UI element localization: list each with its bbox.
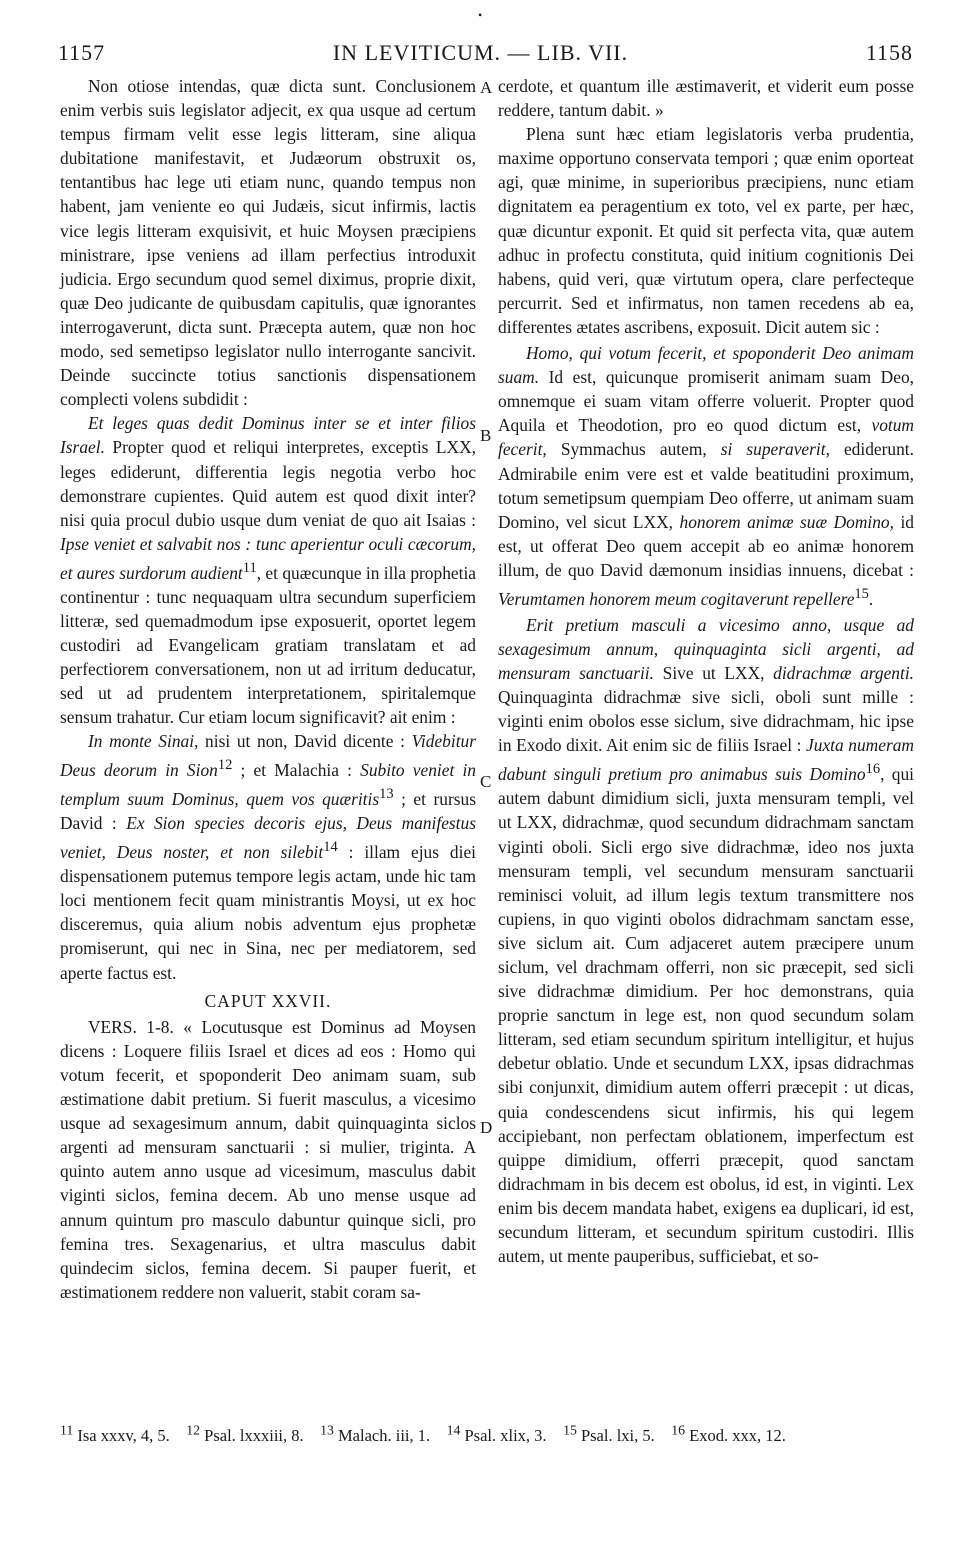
footnote-number: 12 [186, 1422, 201, 1437]
footnote-number: 16 [671, 1422, 685, 1437]
variant-reading: si superaverit, [720, 439, 830, 460]
footnote [671, 1422, 786, 1445]
commentary-text: , et quæcunque in illa prophetia continentur : tunc nequaquam ultra secundum superficiem litteræ, sed quemadmodum ipse exposuerit, oportet legem custodiri ad Evangelicam gratiam translatam et ad perfectiorem conversationem, non ut ad irritum deducatur, sed ut ad prudentem interpretationem, spiritalemque sensum trahatur. Cur etiam locum significavit? ait enim : [60, 562, 476, 728]
scripture-lemma: Homo, qui votum fecerit, et spoponderit Deo animam suam. [498, 343, 914, 388]
footnote-number: 13 [320, 1422, 334, 1437]
commentary-text: ediderunt. Admirabile enim vere est et valde beatitudini proximum, totum semetipsum quempiam Deo offerre, ut animam suam Domino, vel sicut LXX, [498, 439, 914, 532]
footnote-ref: 13 [379, 786, 394, 803]
commentary-text: , qui autem dabunt dimidium sicli, juxta mensuram templi, vel ut LXX, didrachmæ, quod secundum didrachmam sanctam viginti oboli. Sicli ergo sive didrachmæ, ideo nos juxta mensuram templi, vel secundum mensuram sanctuarii reminisci voluit, ad illum legis textum transmittere nos cupiens, in quo viginti obolos didrachmam sanctam esse, sive siclum ait. Cum adjaceret autem præcipere unum siclum, vel drachmam offerri, non sic præcepit, sed sicli sive didrachmæ dimidium. Per hoc demonstrans, quia proprie sanctum in lege est, non quod secundum solam litteram, sed etiam secundum spiritum intelligitur, et hujus debetur oblatio. Unde et secundum LXX, ipsas didrachmas sibi conjunxit, dimidium autem offerri præcepit : ut dicas, quia condescendens sicut infirmis, his qui legem accipiebant, non perfectam oblationem, imperfectum est quippe dimidium, offerri præcepit, quod sanctam didrachmam in bis decem est obolus, id est, in viginti. Lex enim bis decem mandata habet, exigens ea duplicari, id est, secundum litteram, et secundum spiritum custodiri. Illis autem, ut mente pauperibus, sufficiebat, et so- [498, 764, 914, 1267]
margin-marker-c: C [480, 772, 492, 791]
footnote-text: Exod. xxx, 12. [689, 1425, 786, 1445]
scripture-lemma: In monte Sinai, [88, 731, 199, 752]
left-page-number: 1157 [58, 40, 106, 65]
scripture-quote: Subito veniet in templum suum Dominus, quem vos quæritis [60, 760, 476, 810]
footnote-number: 15 [563, 1422, 577, 1437]
running-title: IN LEVITICUM. — LIB. VII. [332, 40, 629, 65]
footnote-ref: 16 [865, 761, 881, 778]
paragraph: Non otiose intendas, quæ dicta sunt. Conclusionem enim verbis suis legislator adjecit, ex qua usque ad certum tempus firmam velit esse legis litteram, sine aliqua dubitatione manifestavit, et Judæorum obstruxit os, tentantibus hac lege uti etiam nunc, quando tempus non habent, jam veniente eo qui Judæis, sicut infirmis, lactis vice legis litteram exquisivit, et huic Moysen præcipiens ministrare, ipse veniens ad illam perfectius introduxit judicia. Ergo secundum quod semel diximus, proprie dixit, quæ Deo judicante de quibusdam capitulis, quæ ignorantes interrogaverunt, dicta sunt. Præcepta autem, quæ non hoc modo, sed semetipso legislator nullo interrogante sancivit. Deinde succincte totius sanctionis dispensationem complecti volens subdidit : [60, 76, 476, 410]
footnote-text: Psal. lxi, 5. [580, 1425, 655, 1445]
footnote [186, 1422, 304, 1445]
scripture-quote: Videbitur Deus deorum in Sion [60, 731, 476, 781]
footnote-number: 11 [60, 1422, 74, 1437]
scripture-quote: Juxta numeram dabunt singuli pretium pro animabus suis Domino [498, 735, 914, 785]
commentary-text: ; et Malachia : [240, 760, 352, 781]
verse-paragraph [60, 1015, 476, 1304]
commentary-text: Quinquaginta didrachmæ sive sicli, oboli sunt mille : viginti enim obolos esse siclum, sive didrachmam, hic ipse in Exodo dixit. Ait enim sic de filiis Israel : [498, 687, 914, 756]
commentary-text: Id est, quicunque promiserit animam suam Deo, omnemque ei suam vitam offerre voluerit. Propter quod Aquila et Theodotion, pro eo quod dictum est, [498, 367, 914, 436]
page-top-mark: • [478, 8, 483, 22]
paragraph [60, 411, 476, 729]
footnote [446, 1422, 547, 1445]
paragraph: Plena sunt hæc etiam legislatoris verba prudentia, maxime opportuno conservata tempori ; quæ enim oporteat agi, quæ minime, in superioribus præcipiens, nunc etiam dignitatem ea peragentium ex toto, vel ex parte, per hæc, quæ dicuntur exponit. Et quid sit perfecta vita, quæ autem adhuc in profectu constituta, quid initium cognitionis Dei habens, quid veri, quæ virtutum opera, clare perfecteque percurrit. Sed et infirmatus, non tamen recedens ab ea, differentes ætates ascribens, exposuit. Dicit autem sic : [498, 124, 914, 337]
footnote-ref: 15 [854, 585, 869, 602]
variant-reading: honorem animæ suæ Domino, [679, 511, 894, 532]
footnote-number: 14 [446, 1422, 461, 1437]
paragraph [498, 613, 914, 1268]
paragraph: Homo, qui votum fecerit, et spoponderit Deo animam suam. Id est, quicunque promiserit animam suam Deo, omnemque ei suam vitam offerre voluerit. Propter quod Aquila et Theodotion, pro eo quod dictum est, votum fecerit, Symmachus autem, si superaverit, ediderunt. Admirabile enim vere est et valde beatitudini proximum, totum semetipsum quempiam Deo offerre, ut animam suam Domino, vel sicut LXX, honorem animæ suæ Domino, id est, ut offerat Deo quem accepit ab eo animæ honorem illum, de quo David dæmonum insidias innuens, dicebat : Verumtamen honorem meum cogitaverunt repellere$^{15}$. [498, 343, 914, 609]
footnote [563, 1422, 655, 1445]
scripture-quote: Ipse veniet et salvabit nos : tunc aperientur oculi cæcorum, et aures surdorum audient [60, 533, 476, 583]
footnote-text: Isa xxxv, 4, 5. [77, 1425, 170, 1445]
verse-label: VERS. 1-8. [88, 1016, 174, 1037]
commentary-text: nisi ut non, David dicente : [205, 731, 405, 752]
footnote [320, 1422, 431, 1445]
paragraph: cerdote, et quantum ille æstimaverit, et viderit eum posse reddere, tantum dabit. » [498, 76, 914, 121]
footnotes [60, 1418, 916, 1448]
paragraph [60, 729, 476, 984]
chapter-title: CAPUT XXVII. [204, 990, 332, 1011]
variant-reading: didrachmæ argenti. [773, 663, 915, 684]
variant-reading: votum fecerit, [498, 415, 914, 460]
commentary-text: Propter quod et reliqui interpretes, exceptis LXX, leges ediderunt, differentia legis negotia verbo hoc demonstrare cupientes. Quid autem est quod dixit inter? nisi quia procul dubio usque dum veniat de quo ait Isaias : [60, 437, 476, 530]
footnote-text: Psal. lxxxiii, 8. [204, 1425, 304, 1445]
scripture-lemma: Et leges quas dedit Dominus inter se et inter filios Israel. [60, 413, 476, 458]
scripture-quote: Ex Sion species decoris ejus, Deus manifestus veniet, Deus noster, et non silebit [60, 813, 476, 863]
margin-marker-d: D [480, 1118, 493, 1137]
commentary-text: Sive ut LXX, [662, 663, 765, 684]
right-column [498, 74, 914, 1268]
right-page-number: 1158 [865, 40, 913, 65]
footnote-text: Malach. iii, 1. [338, 1425, 431, 1445]
commentary-text: : illam ejus diei dispensationem putemus tempore legis actam, unde hic tam loci mentionem fecit quam ministrantis Moysi, ut ex hoc disceremus, quia alium nobis adventum ejus prophetæ promiserunt, qui nec in Sina, nec per mediatorem, sed aperte factus est. [60, 842, 476, 983]
left-column [60, 74, 476, 1304]
footnote-ref: 14 [323, 839, 338, 856]
commentary-text: id est, ut offerat Deo quem accepit ab eo animæ honorem illum, de quo David dæmonum insidias innuens, dicebat : [498, 511, 914, 580]
footnote-text: Psal. xlix, 3. [464, 1425, 547, 1445]
footnote-ref: 12 [217, 757, 233, 774]
commentary-text: ; et rursus David : [60, 789, 476, 834]
margin-marker-a: A [480, 78, 493, 97]
footnote-ref: 11 [242, 559, 257, 576]
scripture-quote: Verumtamen honorem meum cogitaverunt repellere [498, 588, 855, 609]
commentary-text: Symmachus autem, [560, 439, 707, 460]
footnote [60, 1422, 170, 1445]
verse-text: « Locutusque est Dominus ad Moysen dicens : Loquere filiis Israel et dices ad eos : Homo qui votum fecerit, et spoponderit Deo animam suam, sub æstimatione dabit pretium. Si fuerit masculus, a vicesimo usque ad sexagesimum annum, dabit quinquaginta siclos argenti ad mensuram sanctuarii : si mulier, triginta. A quinto autem anno usque ad vicesimum, masculus dabit viginti siclos, femina decem. Ab uno mense usque ad annum quintum pro masculo dabuntur quinque sicli, pro femina tres. Sexagenarius, et ultra masculus dabit quindecim siclos, femina decem. Si pauper fuerit, et æstimationem reddere non valuerit, stabit coram sa- [60, 1016, 476, 1302]
margin-marker-b: B [480, 426, 492, 445]
scripture-lemma: Erit pretium masculi a vicesimo anno, usque ad sexagesimum annum, quinquaginta sicli argenti, ad mensuram sanctuarii. [498, 614, 914, 684]
